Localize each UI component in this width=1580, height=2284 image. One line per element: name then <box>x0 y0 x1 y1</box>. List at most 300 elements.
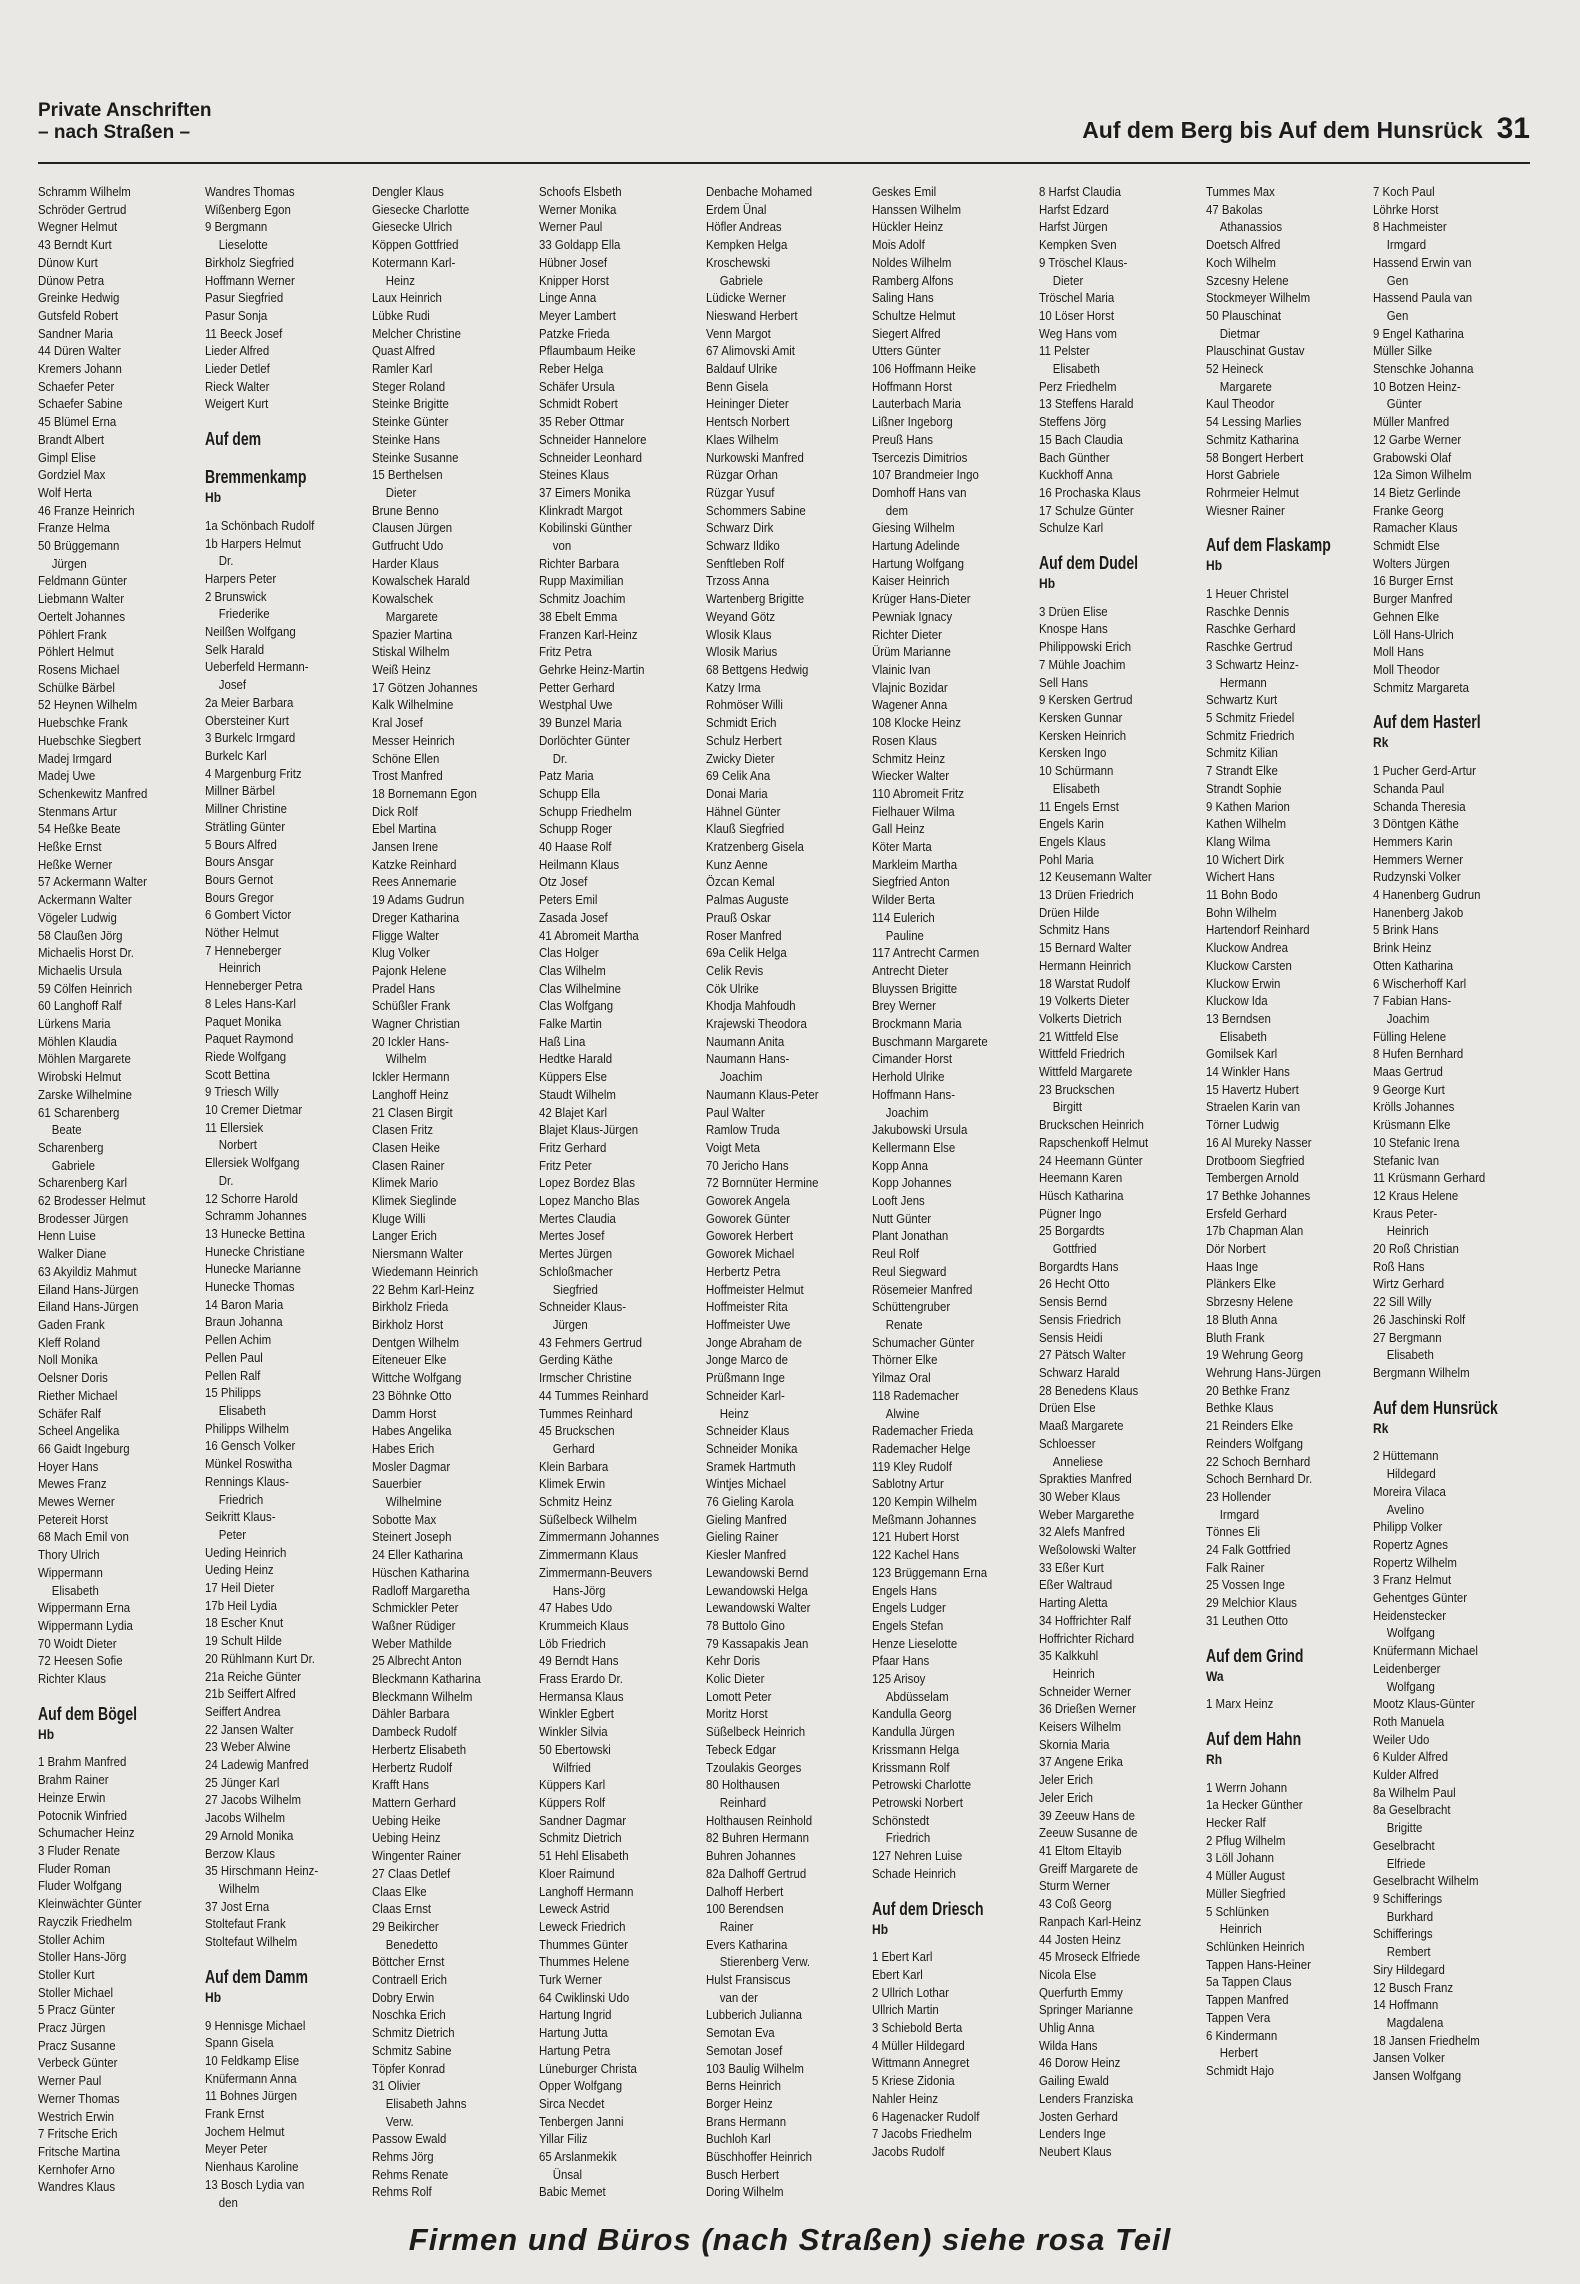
entry-line: 23 Bruckschen <box>1039 1081 1115 1097</box>
entry-line: Kopp Anna <box>872 1157 929 1173</box>
entry-continuation: Friedrich <box>886 1830 931 1846</box>
entry-line: Schanda Paul <box>1373 780 1445 796</box>
entry-line: Pellen Achim <box>204 1332 272 1348</box>
entry-line: Lopez Bordez Blas <box>538 1175 635 1191</box>
entry-line: Mewes Franz <box>38 1476 107 1492</box>
entry-line: Sandner Dagmar <box>538 1812 626 1828</box>
entry-line: Ickler Hermann <box>371 1069 450 1085</box>
entry-line: Birkholz Frieda <box>371 1299 449 1315</box>
entry-line: 18 Bluth Anna <box>1206 1311 1278 1327</box>
entry-line: Clasen Fritz <box>371 1122 433 1138</box>
entry-line: Wirtz Gerhard <box>1373 1276 1445 1292</box>
entry-line: Wichert Hans <box>1206 869 1275 885</box>
entry-line: Siry Hildegard <box>1373 1961 1445 1977</box>
entry-line: Schumacher Günter <box>872 1334 975 1350</box>
entry-line: Rademacher Helge <box>872 1440 971 1456</box>
entry-continuation: Norbert <box>218 1137 257 1153</box>
entry-line: Mattern Gerhard <box>371 1794 456 1810</box>
entry-line: Gordziel Max <box>38 467 106 483</box>
entry-line: Petrowski Charlotte <box>872 1777 972 1793</box>
entry-line: Schmidt Hajo <box>1206 2062 1275 2078</box>
entry-line: Kempken Sven <box>1039 237 1117 253</box>
entry-line: Busch Herbert <box>705 2166 779 2182</box>
entry-line: Krüger Hans-Dieter <box>872 591 971 607</box>
entry-line: Heinze Erwin <box>38 1789 106 1805</box>
entry-line: 100 Berendsen <box>705 1901 784 1917</box>
entry-line: 9 George Kurt <box>1373 1081 1445 1097</box>
entry-line: 7 Strandt Elke <box>1206 763 1279 779</box>
entry-line: 40 Haase Rolf <box>538 839 612 855</box>
entry-line: Schmitz Joachim <box>538 591 626 607</box>
entry-line: Domhoff Hans van <box>872 484 967 500</box>
entry-line: Hückler Heinz <box>872 219 944 235</box>
street-heading: Auf dem Bögel <box>38 1703 138 1724</box>
entry-line: 2 Hüttemann <box>1373 1448 1439 1464</box>
entry-line: Lüneburger Christa <box>538 2060 637 2076</box>
entry-line: Schmitz Friedrich <box>1206 727 1295 743</box>
entry-line: 18 Warstat Rudolf <box>1039 975 1131 991</box>
entry-line: Burger Manfred <box>1373 591 1453 607</box>
entry-line: Staudt Wilhelm <box>538 1086 616 1102</box>
entry-line: Herbertz Petra <box>705 1263 780 1279</box>
entry-line: Kaul Theodor <box>1206 396 1275 412</box>
entry-line: Venn Margot <box>705 325 771 341</box>
entry-line: Kopp Johannes <box>872 1175 952 1191</box>
entry-line: 2 Brunswick <box>204 588 267 604</box>
entry-line: Westphal Uwe <box>538 697 613 713</box>
entry-line: Schmitz Kilian <box>1206 745 1279 761</box>
entry-line: Contraell Erich <box>371 1972 447 1988</box>
entry-line: Krummeich Klaus <box>538 1617 629 1633</box>
entry-line: Rupp Maximilian <box>538 573 624 589</box>
entry-line: Tummes Reinhard <box>538 1405 633 1421</box>
entry-line: Falk Rainer <box>1206 1559 1265 1575</box>
entry-line: Hartung Ingrid <box>538 2007 612 2023</box>
entry-line: Hunecke Marianne <box>204 1261 301 1277</box>
entry-line: Müller Siegfried <box>1206 1885 1286 1901</box>
entry-line: 122 Kachel Hans <box>872 1547 960 1563</box>
entry-line: Brink Heinz <box>1373 940 1432 956</box>
entry-line: Fülling Helene <box>1373 1028 1447 1044</box>
entry-continuation: Joachim <box>886 1104 929 1120</box>
entry-line: 3 Burkelc Irmgard <box>204 730 296 746</box>
entry-line: Khodja Mahfoudh <box>705 998 796 1014</box>
entry-line: 22 Sill Willy <box>1373 1294 1432 1310</box>
entry-line: Sprakties Manfred <box>1039 1471 1133 1487</box>
entry-line: Jacobs Rudolf <box>872 2143 945 2159</box>
entry-line: Heßke Ernst <box>38 839 102 855</box>
entry-line: 125 Arisoy <box>872 1671 926 1687</box>
entry-line: Kraus Peter- <box>1373 1205 1438 1221</box>
entry-line: Tebeck Edgar <box>705 1741 776 1757</box>
entry-line: Schwartz Kurt <box>1206 692 1278 708</box>
entry-line: 63 Akyildiz Mahmut <box>38 1263 137 1279</box>
entry-line: 27 Bergmann <box>1373 1329 1442 1345</box>
street-heading: Auf dem Hunsrück <box>1373 1397 1498 1418</box>
entry-line: Ueding Heinrich <box>204 1544 287 1560</box>
entry-line: Falke Martin <box>538 1016 602 1032</box>
entry-line: Schmitz Heinz <box>538 1494 612 1510</box>
entry-line: Ramberg Alfons <box>872 272 954 288</box>
entry-line: Semotan Josef <box>705 2042 782 2058</box>
entry-line: Celik Revis <box>705 962 763 978</box>
entry-line: Rudzynski Volker <box>1373 869 1461 885</box>
page-header <box>38 100 1530 164</box>
entry-line: Rapschenkoff Helmut <box>1039 1134 1149 1150</box>
entry-line: Wegner Helmut <box>38 219 118 235</box>
entry-continuation: Wilhelm <box>385 1051 427 1067</box>
entry-continuation: Heinz <box>385 272 415 288</box>
entry-line: 3 Schwartz Heinz- <box>1206 656 1300 672</box>
entry-line: Hoffmann Werner <box>204 272 295 288</box>
entry-line: Dreger Katharina <box>371 909 459 925</box>
entry-line: Burkelc Karl <box>204 747 267 763</box>
entry-line: 6 Kindermann <box>1206 2027 1278 2043</box>
entry-line: Drotboom Siegfried <box>1206 1152 1305 1168</box>
entry-line: Siegert Alfred <box>872 325 942 341</box>
entry-line: Jochem Helmut <box>204 2123 285 2139</box>
entry-line: Sensis Friedrich <box>1039 1311 1122 1327</box>
entry-line: Pfaar Hans <box>872 1653 930 1669</box>
entry-line: Hemmers Karin <box>1373 833 1453 849</box>
entry-line: Zeeuw Susanne de <box>1039 1825 1138 1841</box>
entry-line: Schloesser <box>1039 1435 1096 1451</box>
entry-line: Löb Friedrich <box>538 1635 606 1651</box>
entry-line: Bours Ansgar <box>204 854 274 870</box>
entry-line: 32 Alefs Manfred <box>1039 1524 1126 1540</box>
entry-line: 58 Claußen Jörg <box>38 927 123 943</box>
entry-line: 19 Wehrung Georg <box>1206 1347 1304 1363</box>
entry-line: Haas Inge <box>1206 1258 1259 1274</box>
entry-line: Henze Lieselotte <box>872 1635 958 1651</box>
entry-line: Greinke Hedwig <box>38 290 120 306</box>
entry-line: 78 Buttolo Gino <box>705 1617 785 1633</box>
district-code: Rk <box>1373 1419 1389 1436</box>
entry-line: Roß Hans <box>1373 1258 1425 1274</box>
entry-line: 5 Bours Alfred <box>204 836 277 852</box>
column-9 <box>1373 183 1540 2188</box>
entry-line: Huebschke Siegbert <box>38 732 141 748</box>
entry-line: Kroschewski <box>705 254 770 270</box>
entry-line: Straelen Karin van <box>1206 1099 1301 1115</box>
entry-line: Küppers Rolf <box>538 1794 605 1810</box>
entry-line: 69a Celik Helga <box>705 945 787 961</box>
entry-continuation: Jürgen <box>51 555 87 571</box>
entry-line: Mertes Claudia <box>538 1210 616 1226</box>
entry-line: Bleckmann Wilhelm <box>371 1688 473 1704</box>
entry-line: Michaelis Horst Dr. <box>38 945 134 961</box>
street-heading: Auf dem Grind <box>1206 1645 1304 1666</box>
entry-line: 12 Schorre Harold <box>204 1190 298 1206</box>
entry-line: Wippermann <box>38 1564 103 1580</box>
entry-line: 16 Al Mureky Nasser <box>1206 1134 1312 1150</box>
entry-line: Klinkradt Margot <box>538 502 622 518</box>
entry-line: 15 Philipps <box>204 1385 261 1401</box>
entry-line: Möhlen Klaudia <box>38 1033 117 1049</box>
entry-line: Senftleben Rolf <box>705 555 784 571</box>
entry-line: Hedtke Harald <box>538 1051 612 1067</box>
entry-line: Schneider Karl- <box>705 1387 785 1403</box>
section-title <box>38 100 212 144</box>
entry-line: 10 Wichert Dirk <box>1206 851 1285 867</box>
entry-line: Schaefer Peter <box>38 378 115 394</box>
entry-line: Mertes Jürgen <box>538 1246 612 1262</box>
entry-line: Palmas Auguste <box>705 892 789 908</box>
entry-line: Eiland Hans-Jürgen <box>38 1299 139 1315</box>
entry-line: Fritz Petra <box>538 644 592 660</box>
entry-continuation: Elisabeth <box>1386 1347 1434 1363</box>
entry-line: Weßolowski Walter <box>1039 1542 1137 1558</box>
entry-line: Baldauf Ulrike <box>705 361 777 377</box>
entry-line: 4 Müller Hildegard <box>872 2037 966 2053</box>
entry-line: Giesing Wilhelm <box>872 520 956 536</box>
street-range-text: Auf dem Berg bis Auf dem Hunsrück <box>1082 117 1483 143</box>
entry-line: Köppen Gottfried <box>371 237 459 253</box>
district-code: Hb <box>1039 575 1056 592</box>
entry-line: Klimek Sieglinde <box>371 1193 457 1209</box>
entry-line: Schäfer Ralf <box>38 1405 101 1421</box>
entry-line: Eiland Hans-Jürgen <box>38 1281 139 1297</box>
entry-continuation: Margarete <box>1219 378 1273 394</box>
entry-line: 15 Havertz Hubert <box>1206 1081 1300 1097</box>
entry-line: Walker Diane <box>38 1246 107 1262</box>
entry-line: Tembergen Arnold <box>1206 1170 1300 1186</box>
entry-line: Thory Ulrich <box>38 1547 100 1563</box>
entry-line: Huebschke Frank <box>38 715 128 731</box>
entry-line: 70 Woidt Dieter <box>38 1635 117 1651</box>
entry-line: Nicola Else <box>1039 1966 1097 1982</box>
entry-line: Hartung Jutta <box>538 2025 608 2041</box>
entry-line: 50 Ebertowski <box>538 1741 611 1757</box>
entry-line: Steinke Brigitte <box>371 396 449 412</box>
entry-line: Plant Jonathan <box>872 1228 949 1244</box>
entry-line: Engels Karin <box>1039 816 1105 832</box>
entry-line: Stoller Kurt <box>38 1966 95 1982</box>
entry-line: 8a Wilhelm Paul <box>1373 1784 1456 1800</box>
entry-continuation: Brigitte <box>1386 1820 1423 1836</box>
entry-line: 7 Mühle Joachim <box>1039 656 1126 672</box>
entry-line: Stefanic Ivan <box>1373 1152 1440 1168</box>
entry-line: Herbertz Rudolf <box>371 1759 452 1775</box>
entry-line: Reber Helga <box>538 361 603 377</box>
entry-line: 47 Bakolas <box>1206 201 1263 217</box>
entry-line: Seiffert Andrea <box>204 1703 281 1719</box>
entry-line: Langhoff Heinz <box>371 1086 449 1102</box>
entry-line: Engels Klaus <box>1039 833 1107 849</box>
entry-line: Franke Georg <box>1373 502 1444 518</box>
entry-line: Tröschel Maria <box>1039 290 1115 306</box>
entry-line: Müller Silke <box>1373 343 1433 359</box>
entry-line: Lißner Ingeborg <box>872 414 954 430</box>
entry-line: Hoffmeister Rita <box>705 1299 788 1315</box>
entry-line: Pöhlert Frank <box>38 626 107 642</box>
entry-line: 14 Baron Maria <box>204 1296 284 1312</box>
entry-continuation: Jürgen <box>552 1317 588 1332</box>
entry-line: Westrich Erwin <box>38 2108 115 2124</box>
entry-line: Hoyer Hans <box>38 1458 99 1474</box>
entry-continuation: Dr. <box>218 553 234 569</box>
entry-line: Madej Uwe <box>38 768 96 784</box>
entry-line: Sirca Necdet <box>538 2095 605 2111</box>
entry-line: Henneberger Petra <box>204 978 303 994</box>
entry-line: Clas Wilhelm <box>538 962 606 978</box>
entry-line: Hermann Heinrich <box>1039 957 1132 973</box>
entry-line: Jeler Erich <box>1039 1772 1094 1788</box>
entry-line: Tappen Hans-Heiner <box>1206 1956 1312 1972</box>
entry-line: Winkler Egbert <box>538 1706 614 1722</box>
entry-line: Leidenberger <box>1373 1660 1441 1676</box>
entry-line: Habes Erich <box>371 1440 435 1456</box>
entry-line: 4 Hanenberg Gudrun <box>1373 887 1481 903</box>
entry-continuation: Heinrich <box>1219 1921 1262 1937</box>
entry-line: Schmidt Robert <box>538 396 618 412</box>
entry-continuation: Beate <box>51 1122 82 1138</box>
entry-line: Michaelis Ursula <box>38 962 122 978</box>
entry-line: Kathen Wilhelm <box>1206 816 1287 832</box>
entry-line: Hübner Josef <box>538 254 607 270</box>
entry-line: 68 Mach Emil von <box>38 1529 129 1545</box>
entry-line: Kratzenberg Gisela <box>705 839 804 855</box>
entry-line: Steinert Joseph <box>371 1529 452 1545</box>
entry-line: Franzen Karl-Heinz <box>538 626 638 642</box>
entry-line: Drüen Else <box>1039 1400 1096 1416</box>
entry-line: Markleim Martha <box>872 856 958 872</box>
entry-line: Nieswand Herbert <box>705 307 798 323</box>
column-7 <box>1039 183 1206 2188</box>
entry-line: Rayczik Friedhelm <box>38 1913 133 1929</box>
entry-line: 49 Berndt Hans <box>538 1653 619 1669</box>
entry-line: Töpfer Konrad <box>371 2060 445 2076</box>
entry-line: Brandt Albert <box>38 431 105 447</box>
entry-line: 123 Brüggemann Erna <box>872 1564 988 1580</box>
entry-line: 37 Angene Erika <box>1039 1754 1124 1770</box>
entry-line: Tsercezis Dimitrios <box>872 449 968 465</box>
entry-line: 10 Schürmann <box>1039 763 1114 779</box>
entry-line: 69 Celik Ana <box>705 768 770 784</box>
entry-line: Meyer Peter <box>204 2141 268 2157</box>
entry-line: Weiler Udo <box>1373 1731 1430 1747</box>
entry-line: 12 Busch Franz <box>1373 1979 1454 1995</box>
entry-line: Dorlöchter Günter <box>538 732 630 748</box>
entry-line: Knüfermann Anna <box>204 2070 297 2086</box>
column-5 <box>705 183 873 2200</box>
entry-line: Perz Friedhelm <box>1039 378 1117 394</box>
entry-continuation: van der <box>719 1989 758 2005</box>
entry-line: Ellersiek Wolfgang <box>204 1155 300 1171</box>
entry-continuation: Abdüsselam <box>886 1688 950 1704</box>
entry-line: Pellen Ralf <box>204 1367 261 1383</box>
entry-continuation: Reinhard <box>719 1794 766 1810</box>
entry-line: Selk Harald <box>204 641 265 657</box>
entry-line: Roth Manuela <box>1373 1713 1445 1729</box>
entry-line: Moreira Vilaca <box>1373 1483 1447 1499</box>
entry-line: 12a Simon Wilhelm <box>1373 467 1472 483</box>
entry-line: Dobry Erwin <box>371 1989 435 2005</box>
entry-line: Weg Hans vom <box>1039 325 1118 341</box>
entry-line: Bruckschen Heinrich <box>1039 1117 1145 1133</box>
entry-line: Münkel Roswitha <box>204 1456 292 1472</box>
entry-line: 11 Bohnes Jürgen <box>204 2088 297 2104</box>
entry-continuation: Heinrich <box>218 960 261 976</box>
entry-line: 7 Koch Paul <box>1373 184 1435 199</box>
entry-line: Ranpach Karl-Heinz <box>1039 1913 1142 1929</box>
entry-line: Sensis Bernd <box>1039 1294 1108 1310</box>
entry-line: Clasen Rainer <box>371 1157 445 1173</box>
column-6 <box>872 183 1039 2188</box>
entry-line: Siegfried Anton <box>872 874 951 890</box>
entry-line: Heilmann Klaus <box>538 856 619 872</box>
entry-line: Hoffmeister Uwe <box>705 1317 790 1332</box>
entry-line: Thummes Günter <box>538 1936 628 1952</box>
entry-line: Langer Erich <box>371 1228 437 1244</box>
entry-line: Donai Maria <box>705 785 768 801</box>
entry-line: Lürkens Maria <box>38 1016 111 1032</box>
entry-line: Ebel Martina <box>371 821 436 837</box>
entry-line: 120 Kempin Wilhelm <box>872 1494 978 1510</box>
entry-line: Madej Irmgard <box>38 750 112 766</box>
entry-continuation: Friederike <box>218 606 270 622</box>
entry-line: 7 Henneberger <box>204 942 282 958</box>
entry-line: 45 Bruckschen <box>538 1423 615 1439</box>
entry-line: Gimpl Elise <box>38 449 96 465</box>
entry-line: 46 Franze Heinrich <box>38 502 135 518</box>
entry-line: 23 Weber Alwine <box>204 1739 291 1755</box>
entry-line: Sturm Werner <box>1039 1878 1111 1894</box>
entry-line: Dambeck Rudolf <box>371 1724 457 1740</box>
entry-line: Ackermann Walter <box>38 892 132 908</box>
entry-line: 35 Hirschmann Heinz- <box>204 1863 319 1879</box>
entry-line: Frass Erardo Dr. <box>538 1671 623 1687</box>
entry-line: Knipper Horst <box>538 272 609 288</box>
entry-line: Noschka Erich <box>371 2007 446 2023</box>
entry-line: Kandulla Georg <box>872 1706 952 1722</box>
entry-line: Ürüm Marianne <box>872 644 952 660</box>
entry-line: Gutsfeld Robert <box>38 307 119 323</box>
entry-line: Borger Heinz <box>705 2095 773 2111</box>
entry-continuation: Stierenberg Verw. <box>719 1954 810 1970</box>
entry-line: Steinke Susanne <box>371 449 459 465</box>
entry-line: Kleff Roland <box>38 1334 101 1350</box>
entry-line: Pracz Susanne <box>38 2037 116 2053</box>
entry-line: 20 Rühlmann Kurt Dr. <box>204 1650 315 1666</box>
entry-line: 58 Bongert Herbert <box>1206 449 1304 465</box>
entry-continuation: Josef <box>218 677 246 693</box>
entry-line: Küppers Karl <box>538 1777 605 1793</box>
entry-line: 41 Abromeit Martha <box>538 927 639 943</box>
entry-line: Brahm Rainer <box>38 1772 109 1788</box>
entry-line: Neilßen Wolfgang <box>204 624 296 640</box>
entry-line: 16 Burger Ernst <box>1373 573 1454 589</box>
entry-line: Maaß Margarete <box>1039 1418 1124 1434</box>
entry-line: 9 Kersken Gertrud <box>1039 692 1133 708</box>
entry-line: Patzke Frieda <box>538 325 610 341</box>
entry-line: Mootz Klaus-Günter <box>1373 1696 1475 1712</box>
entry-line: Lauterbach Maria <box>872 396 962 412</box>
entry-line: Habes Angelika <box>371 1423 452 1439</box>
entry-line: Jeler Erich <box>1039 1789 1094 1805</box>
entry-line: Schmitz Margareta <box>1373 679 1470 695</box>
entry-line: 8a Geselbracht <box>1373 1802 1451 1818</box>
entry-line: Scharenberg Karl <box>38 1175 127 1191</box>
entry-line: 70 Jericho Hans <box>705 1157 789 1173</box>
entry-line: Reul Siegward <box>872 1263 947 1279</box>
entry-line: Wirobski Helmut <box>38 1069 122 1085</box>
entry-line: Ropertz Wilhelm <box>1373 1554 1458 1570</box>
entry-line: Schumacher Heinz <box>38 1825 135 1841</box>
entry-line: Gehentges Günter <box>1373 1590 1468 1606</box>
entry-line: Otz Josef <box>538 874 587 890</box>
entry-line: Springer Marianne <box>1039 2002 1134 2018</box>
